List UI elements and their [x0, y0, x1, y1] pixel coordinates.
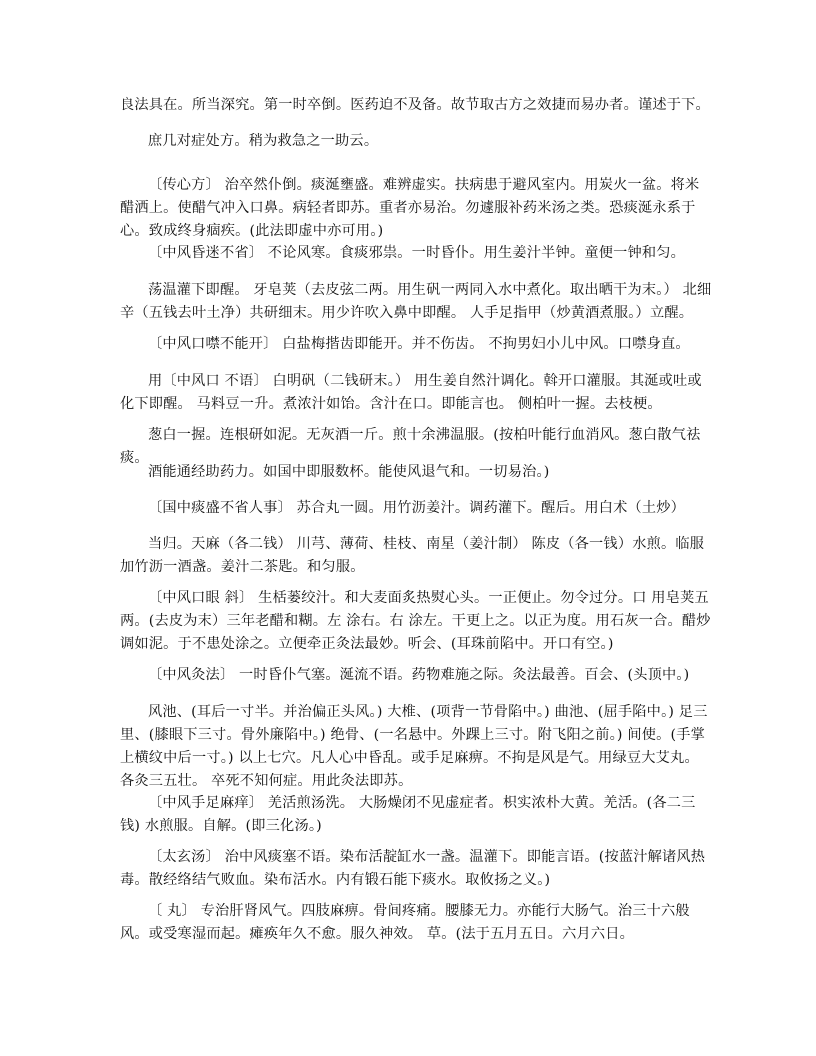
paragraph-wan: 〔 丸〕 专治肝肾风气。四肢麻痹。骨间疼痛。腰膝无力。亦能行大肠气。治三十六般风。或受寒湿而起。瘫痪年久不愈。服久神效。 草。(法于五月五日。六月六日。: [120, 903, 690, 942]
paragraph-hunmi: 〔中风昏迷不省〕 不论风寒。食痰邪祟。一时昏仆。用生姜汁半钟。童便一钟和匀。: [148, 245, 686, 261]
paragraph-2: 庶几对症处方。稍为救急之一助云。: [148, 133, 379, 149]
paragraph-mayang: 〔中风手足麻痒〕 羌活煎汤洗。 大肠燥闭不见虚症者。枳实浓朴大黄。羌活。(各二三钱) 水煎服。自解。(即三化汤。): [120, 795, 696, 834]
paragraph-fengchi: 风池、(耳后一寸半。并治偏正头风。) 大椎、(项背一节骨陷中。) 曲池、(屈手陷中。) 足三里、(膝眼下三寸。骨外廉陷中。) 绝骨、(一名悬中。外踝上三寸。附飞阳之前。) 间使。(手掌上横纹中后一寸。) 以上七穴。凡人心中昏乱。或手足麻痹。不拘是风是气。用绿豆大艾丸。各灸三五壮。 卒死不知何症。用此灸法即苏。: [120, 704, 708, 789]
paragraph-congbai: 葱白一握。连根研如泥。无灰酒一斤。煎十余沸温服。(按柏叶能行血消风。葱白散气祛痰。: [120, 427, 701, 466]
paragraph-danwen: 荡温灌下即醒。 牙皂荚（去皮弦二两。用生矾一两同入水中煮化。取出晒干为末。） 北细辛（五钱去叶土净）共研细末。用少许吹入鼻中即醒。 人手足指甲（炒黄酒煮服。）立醒。: [120, 282, 712, 321]
paragraph-tansheng: 〔国中痰盛不省人事〕 苏合丸一圆。用竹沥姜汁。调药灌下。醒后。用白术（土炒）: [148, 500, 686, 516]
paragraph-buyu: 用〔中风口 不语〕 白明矾（二钱研末。） 用生姜自然汁调化。斡开口灌服。其涎或吐或化下即醒。 马料豆一升。煮浓汁如饴。含汁在口。即能言也。 侧柏叶一握。去枝梗。: [120, 373, 702, 412]
paragraph-jiuneng: 酒能通经助药力。如国中即服数杯。能使风退气和。一切易治。): [148, 464, 550, 480]
paragraph-kouyan: 〔中风口眼 斜〕 生栝蒌绞汁。和大麦面炙热熨心头。一正便止。勿令过分。口 用皂荚五两。(去皮为末）三年老醋和糊。左 涂右。右 涂左。干更上之。以正为度。用石灰一合。醋炒调如泥。于不患处涂之。立便牵正灸法最妙。听会、(耳珠前陷中。开口有空。): [120, 590, 711, 652]
paragraph-koujin: 〔中风口噤不能开〕 白盐梅揩齿即能开。并不伤齿。 不拘男妇小儿中风。口噤身直。: [148, 336, 690, 352]
paragraph-taixuantang: 〔太玄汤〕 治中风痰塞不语。染布活靛缸水一盏。温灌下。即能言语。(按蓝汁解诸风热毒。散经络结气败血。染布活水。内有锻石能下痰水。取攸扬之义。): [120, 849, 706, 888]
paragraph-chuanxinfang: 〔传心方〕 治卒然仆倒。痰涎壅盛。难辨虚实。扶病患于避风室内。用炭火一盆。将米醋洒上。使醋气冲入口鼻。病轻者即苏。重者亦易治。勿遽服补药米汤之类。恐痰涎永系于心。致成终身痼疾。(此法即虚中亦可用。): [120, 177, 700, 239]
paragraph-danggui: 当归。天麻（各二钱） 川芎、薄荷、桂枝、南星（姜汁制） 陈皮（各一钱）水煎。临服加竹沥一酒盏。姜汁二茶匙。和匀服。: [120, 536, 705, 575]
paragraph-1: 良法具在。所当深究。第一时卒倒。医药迫不及备。故节取古方之效捷而易办者。谨述于下。: [120, 97, 710, 113]
paragraph-jiufa: 〔中风灸法〕 一时昏仆气塞。涎流不语。药物难施之际。灸法最善。百会、(头顶中。): [148, 667, 690, 683]
